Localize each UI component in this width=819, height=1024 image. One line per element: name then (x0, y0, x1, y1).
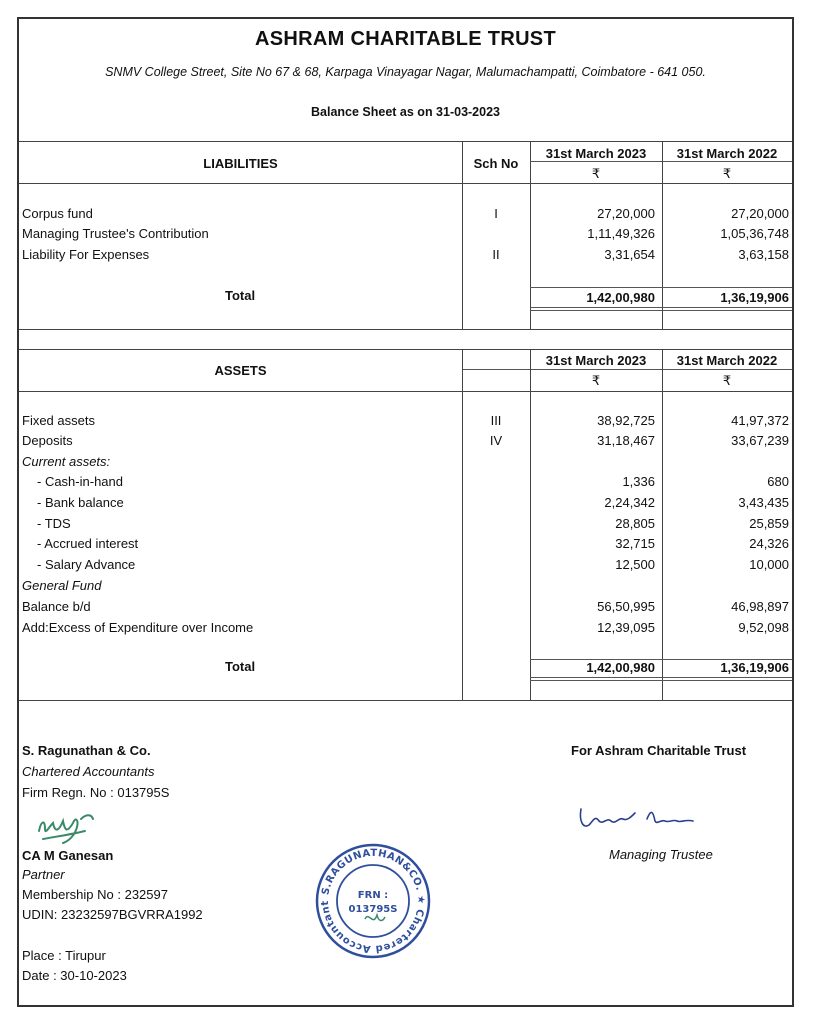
row-value-2022: 10,000 (749, 557, 789, 572)
total-rule (530, 677, 792, 678)
row-label: - Accrued interest (37, 536, 139, 551)
table-border (19, 700, 792, 701)
udin: UDIN: 23232597BGVRRA1992 (22, 907, 203, 922)
date: Date : 30-10-2023 (22, 968, 127, 983)
row-value-2022: 46,98,897 (731, 599, 789, 614)
row-value-2022: 680 (767, 474, 789, 489)
partner-signature (33, 809, 103, 849)
col-2023-heading: 31st March 2023 (545, 146, 647, 161)
assets-total-2023: 1,42,00,980 (586, 660, 655, 675)
trustee-signature (573, 799, 703, 839)
row-label: General Fund (22, 578, 102, 593)
col-2022-heading: 31st March 2022 (676, 353, 778, 368)
auditor-seal-stamp (308, 833, 433, 961)
liabilities-total-2023: 1,42,00,980 (586, 290, 655, 305)
statement-title: Balance Sheet as on 31-03-2023 (311, 105, 500, 119)
membership-no: Membership No : 232597 (22, 887, 168, 902)
col-2023-heading: 31st March 2023 (545, 353, 647, 368)
place: Place : Tirupur (22, 948, 106, 963)
sch-no-heading: Sch No (473, 156, 519, 171)
auditor-designation: Chartered Accountants (22, 764, 155, 779)
stamp-frn-label: FRN : (357, 890, 389, 901)
row-value-2022: 1,05,36,748 (720, 226, 789, 241)
row-value-2023: 38,92,725 (597, 413, 655, 428)
assets-heading: ASSETS (214, 363, 267, 378)
currency-symbol: ₹ (591, 373, 601, 388)
row-value-2023: 2,24,342 (604, 495, 655, 510)
row-value-2023: 3,31,654 (604, 247, 655, 262)
row-value-2022: 9,52,098 (738, 620, 789, 635)
currency-symbol: ₹ (722, 373, 732, 388)
stamp-ring-text: S.RAGUNATHAN&CO. ★ Chartered Accountants ★ (308, 833, 427, 955)
row-label: - TDS (37, 516, 71, 531)
row-value-2022: 3,43,435 (738, 495, 789, 510)
signatory-title: Managing Trustee (609, 847, 713, 862)
row-sch: III (490, 413, 502, 428)
col-2022-heading: 31st March 2022 (676, 146, 778, 161)
table-border (19, 349, 792, 350)
row-label: Current assets: (22, 454, 111, 469)
row-value-2022: 24,326 (749, 536, 789, 551)
stamp-frn-number: 013795S (348, 904, 398, 915)
table-border (19, 141, 792, 142)
row-value-2023: 56,50,995 (597, 599, 655, 614)
total-rule (530, 680, 792, 681)
row-value-2023: 27,20,000 (597, 206, 655, 221)
row-sch: I (494, 206, 498, 221)
row-value-2022: 3,63,158 (738, 247, 789, 262)
row-label: Managing Trustee's Contribution (22, 226, 209, 241)
row-value-2022: 27,20,000 (731, 206, 789, 221)
table-border (19, 391, 792, 392)
row-label: Deposits (22, 433, 73, 448)
auditor-firm: S. Ragunathan & Co. (22, 743, 151, 758)
assets-total-2022: 1,36,19,906 (720, 660, 789, 675)
liabilities-total-label: Total (225, 288, 256, 303)
assets-total-label: Total (225, 659, 256, 674)
balance-sheet-document (17, 17, 794, 1007)
firm-regn-no: Firm Regn. No : 013795S (22, 785, 170, 800)
row-sch: II (492, 247, 500, 262)
row-value-2023: 31,18,467 (597, 433, 655, 448)
trust-address: SNMV College Street, Site No 67 & 68, Karpaga Vinayagar Nagar, Malumachampatti, Coimbatore - 641 050. (105, 65, 706, 79)
row-value-2023: 12,39,095 (597, 620, 655, 635)
row-value-2023: 28,805 (615, 516, 655, 531)
table-border (19, 329, 792, 330)
table-border (19, 183, 792, 184)
row-value-2022: 25,859 (749, 516, 789, 531)
row-value-2023: 1,336 (622, 474, 655, 489)
trust-title: ASHRAM CHARITABLE TRUST (255, 28, 556, 50)
row-label: - Bank balance (37, 495, 124, 510)
liabilities-heading: LIABILITIES (203, 156, 278, 171)
partner-role: Partner (22, 867, 65, 882)
row-value-2022: 41,97,372 (731, 413, 789, 428)
row-value-2022: 33,67,239 (731, 433, 789, 448)
liabilities-total-2022: 1,36,19,906 (720, 290, 789, 305)
table-border (462, 369, 792, 370)
row-label: - Salary Advance (37, 557, 136, 572)
column-divider (462, 349, 463, 700)
partner-name: CA M Ganesan (22, 848, 114, 863)
total-rule (530, 287, 792, 288)
row-value-2023: 1,11,49,326 (587, 226, 655, 241)
row-label: Fixed assets (22, 413, 95, 428)
row-label: - Cash-in-hand (37, 474, 123, 489)
for-trust-label: For Ashram Charitable Trust (571, 743, 747, 758)
table-border (530, 161, 792, 162)
row-label: Balance b/d (22, 599, 91, 614)
row-label: Liability For Expenses (22, 247, 150, 262)
row-value-2023: 32,715 (615, 536, 655, 551)
total-rule (530, 307, 792, 308)
row-label: Add:Excess of Expenditure over Income (22, 620, 254, 635)
row-sch: IV (489, 433, 503, 448)
currency-symbol: ₹ (722, 166, 732, 181)
row-value-2023: 12,500 (615, 557, 655, 572)
total-rule (530, 310, 792, 311)
row-label: Corpus fund (22, 206, 93, 221)
currency-symbol: ₹ (591, 166, 601, 181)
